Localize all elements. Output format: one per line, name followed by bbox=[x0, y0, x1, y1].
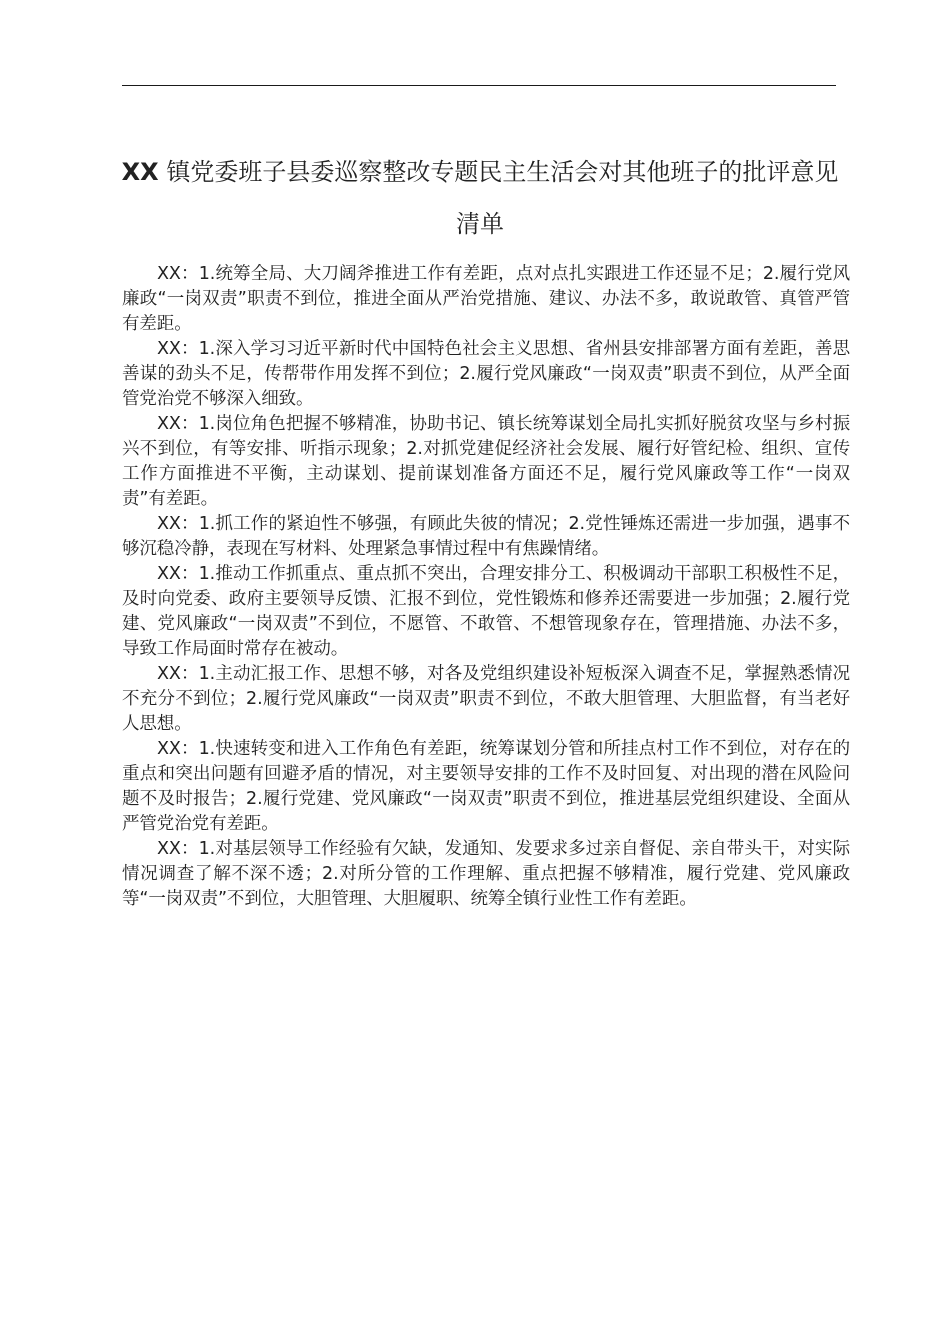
criticism-paragraph: XX：1.统筹全局、大刀阔斧推进工作有差距，点对点扎实跟进工作还显不足；2.履行党风廉政“一岗双责”职责不到位，推进全面从严治党措施、建议、办法不多，敢说敢管、真管严管有差距。 bbox=[122, 264, 850, 334]
criticism-paragraph: XX：1.深入学习习近平新时代中国特色社会主义思想、省州县安排部署方面有差距，善思善谋的劲头不足，传帮带作用发挥不到位；2.履行党风廉政“一岗双责”职责不到位，从严全面管党治党不够深入细致。 bbox=[122, 339, 850, 409]
criticism-paragraph: XX：1.快速转变和进入工作角色有差距，统筹谋划分管和所挂点村工作不到位，对存在的重点和突出问题有回避矛盾的情况，对主要领导安排的工作不及时回复、对出现的潜在风险问题不及时报告；2.履行党建、党风廉政“一岗双责”职责不到位，推进基层党组织建设、全面从严管党治党有差距。 bbox=[122, 739, 850, 834]
criticism-paragraph: XX：1.岗位角色把握不够精准，协助书记、镇长统筹谋划全局扎实抓好脱贫攻坚与乡村振兴不到位，有等安排、听指示现象；2.对抓党建促经济社会发展、履行好管纪检、组织、宣传工作方面推进不平衡，主动谋划、提前谋划准备方面还不足，履行党风廉政等工作“一岗双责”有差距。 bbox=[122, 414, 850, 509]
criticism-paragraph: XX：1.对基层领导工作经验有欠缺，发通知、发要求多过亲自督促、亲自带头干，对实际情况调查了解不深不透；2.对所分管的工作理解、重点把握不够精准，履行党建、党风廉政等“一岗双责”不到位，大胆管理、大胆履职、统筹全镇行业性工作有差距。 bbox=[122, 839, 850, 909]
criticism-paragraph: XX：1.抓工作的紧迫性不够强，有顾此失彼的情况；2.党性锤炼还需进一步加强，遇事不够沉稳冷静，表现在写材料、处理紧急事情过程中有焦躁情绪。 bbox=[122, 514, 850, 559]
document-title bbox=[110, 146, 850, 250]
title-text: 镇党委班子县委巡察整改专题民主生活会对其他班子的批评意见清单 bbox=[166, 158, 839, 238]
criticism-paragraph: XX：1.主动汇报工作、思想不够，对各及党组织建设补短板深入调查不足，掌握熟悉情况不充分不到位；2.履行党风廉政“一岗双责”职责不到位，不敢大胆管理、大胆监督，有当老好人思想。 bbox=[122, 664, 850, 734]
header-rule bbox=[122, 85, 836, 86]
document-body bbox=[122, 262, 850, 912]
title-prefix: XX bbox=[121, 158, 159, 186]
criticism-paragraph: XX：1.推动工作抓重点、重点抓不突出，合理安排分工、积极调动干部职工积极性不足，及时向党委、政府主要领导反馈、汇报不到位，党性锻炼和修养还需要进一步加强；2.履行党建、党风廉政“一岗双责”不到位，不愿管、不敢管、不想管现象存在，管理措施、办法不多，导致工作局面时常存在被动。 bbox=[122, 564, 850, 659]
